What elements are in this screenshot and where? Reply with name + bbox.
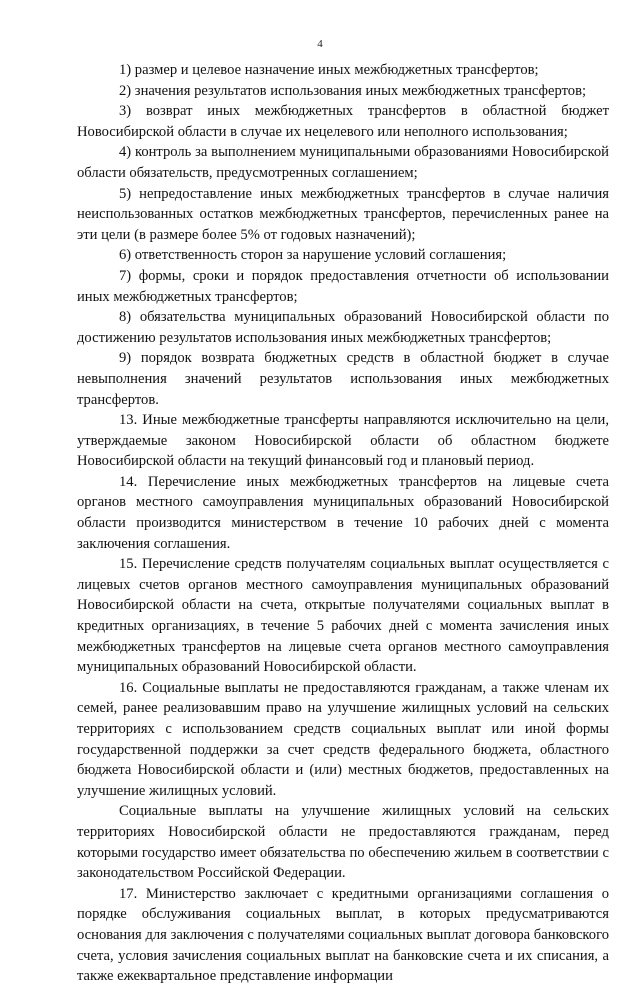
- clause-16-continuation: Социальные выплаты на улучшение жилищных условий на сельских территориях Новосибирской области не предоставляются гражданам, перед которыми государство имеет обязательства по обеспечению жильем в соответствии с законодательством Российской Федерации.: [77, 803, 609, 882]
- clause-17: 17. Министерство заключает с кредитными организациями соглашения о порядке обслуживания социальных выплат, в которых предусматриваются основания для заключения с получателями социальных выплат договора банковского счета, условия зачисления социальных выплат на банковские счета и их списания, а также ежеквартальное представление информации: [77, 885, 609, 985]
- list-item-4: 4) контроль за выполнением муниципальными образованиями Новосибирской области обязательств, предусмотренных соглашением;: [77, 144, 609, 181]
- clause-13: 13. Иные межбюджетные трансферты направляются исключительно на цели, утверждаемые законом Новосибирской области об областном бюджете Новосибирской области на текущий финансовый год и плановый период.: [77, 412, 609, 470]
- list-item-3: 3) возврат иных межбюджетных трансфертов в областной бюджет Новосибирской области в случае их нецелевого или неполного использования;: [77, 103, 609, 140]
- page-number: 4: [317, 38, 323, 50]
- clause-16: 16. Социальные выплаты не предоставляются гражданам, а также членам их семей, ранее реализовавшим право на улучшение жилищных условий на сельских территориях с использованием средств социальных выплат или иной формы государственной поддержки за счет средств федерального бюджета, областного бюджета Новосибирской области и (или) местных бюджетов, предоставленных на улучшение жилищных условий.: [77, 679, 609, 799]
- clause-15: 15. Перечисление средств получателям социальных выплат осуществляется с лицевых счетов органов местного самоуправления муниципальных образований Новосибирской области на счета, открытые получателями социальных выплат в кредитных организациях, в течение 5 рабочих дней с момента зачисления иных межбюджетных трансфертов на лицевые счета органов местного самоуправления муниципальных образований Новосибирской области.: [77, 556, 609, 676]
- list-item-6: 6) ответственность сторон за нарушение условий соглашения;: [119, 247, 507, 264]
- list-item-5: 5) непредоставление иных межбюджетных трансфертов в случае наличия неиспользованных остатков межбюджетных трансфертов, перечисленных ранее на эти цели (в размере более 5% от годовых назначений);: [77, 185, 609, 243]
- list-item-9: 9) порядок возврата бюджетных средств в областной бюджет в случае невыполнения значений результатов использования иных межбюджетных трансфертов.: [77, 350, 609, 408]
- list-item-7: 7) формы, сроки и порядок предоставления отчетности об использовании иных межбюджетных трансфертов;: [77, 267, 609, 305]
- document-body: [77, 60, 609, 987]
- list-item-2: 2) значения результатов использования иных межбюджетных трансфертов;: [119, 82, 587, 99]
- clause-14: 14. Перечисление иных межбюджетных трансфертов на лицевые счета органов местного самоуправления муниципальных образований Новосибирской области производится министерством в течение 10 рабочих дней с момента заключения соглашения.: [77, 473, 609, 552]
- list-item-8: 8) обязательства муниципальных образований Новосибирской области по достижению результатов использования иных межбюджетных трансфертов;: [77, 309, 609, 346]
- list-item-1: 1) размер и целевое назначение иных межбюджетных трансфертов;: [119, 62, 539, 78]
